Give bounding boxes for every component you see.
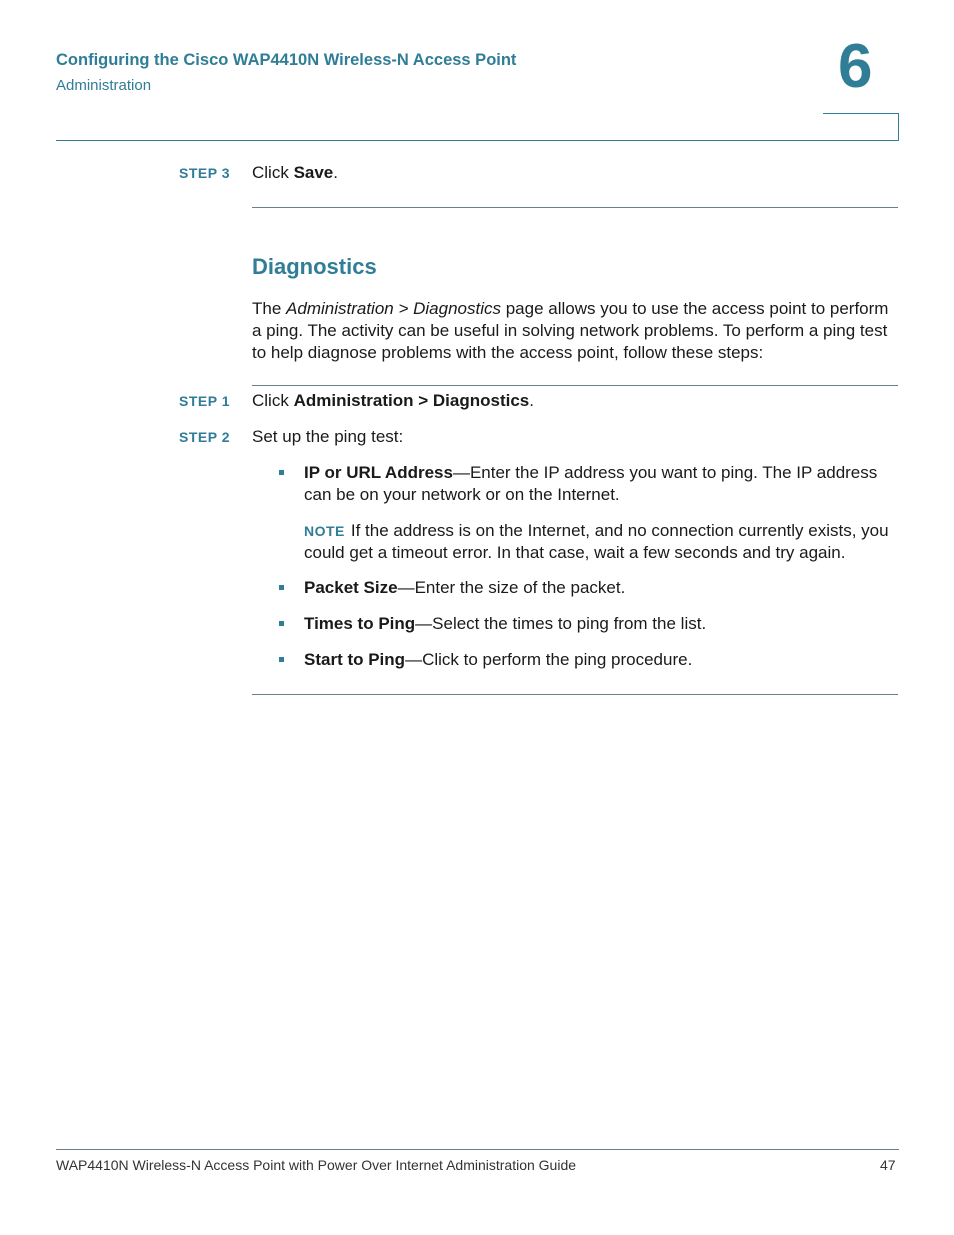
bullet-4-text: —Click to perform the ping procedure. <box>405 650 693 669</box>
chapter-title: Configuring the Cisco WAP4410N Wireless-N Access Point <box>56 51 517 69</box>
section-divider-top <box>252 207 898 208</box>
step-1-suffix: . <box>529 391 534 410</box>
intro-italic: Administration > Diagnostics <box>286 299 501 318</box>
bullet-marker <box>279 585 284 590</box>
step-1-text <box>252 391 534 411</box>
steps-divider-bottom <box>252 694 898 695</box>
intro-prefix: The <box>252 299 287 318</box>
note <box>304 520 904 564</box>
section-heading: Diagnostics <box>252 254 377 279</box>
step-3-suffix: . <box>333 163 338 182</box>
bullet-packet-size <box>304 577 904 599</box>
step-3-prefix: Click <box>252 163 294 182</box>
header-divider <box>56 140 899 141</box>
bullet-4-bold: Start to Ping <box>304 650 406 669</box>
bullet-marker <box>279 470 284 475</box>
step-2-label: STEP 2 <box>179 429 230 445</box>
note-text: If the address is on the Internet, and no connection currently exists, you could get a timeout error. In that case, wait a few seconds and try again. <box>304 521 889 562</box>
page-number: 47 <box>880 1157 896 1173</box>
section-subtitle: Administration <box>56 77 152 94</box>
bullet-3-bold: Times to Ping <box>304 614 416 633</box>
chapter-tab-box <box>823 113 899 141</box>
bullet-start-to-ping <box>304 649 904 671</box>
chapter-number: 6 <box>838 32 873 101</box>
note-label: NOTE <box>304 523 345 539</box>
step-3-bold: Save <box>293 163 334 182</box>
footer-divider <box>56 1149 899 1150</box>
intro-paragraph <box>252 298 902 364</box>
footer-guide-title: WAP4410N Wireless-N Access Point with Power Over Internet Administration Guide <box>56 1157 577 1173</box>
bullet-2-bold: Packet Size <box>304 578 398 597</box>
step-1-bold: Administration > Diagnostics <box>293 391 530 410</box>
bullet-marker <box>279 657 284 662</box>
step-3-label: STEP 3 <box>179 165 230 181</box>
bullet-marker <box>279 621 284 626</box>
steps-divider-top <box>252 385 898 386</box>
bullet-1-text: —Enter the IP address you want to ping. The IP address can be on your network or on the Internet. <box>304 463 878 504</box>
intro-rest: page allows you to use the access point to perform a ping. The activity can be useful in solving network problems. To perform a ping test to help diagnose problems with the access point, follow these steps: <box>252 299 889 362</box>
bullet-3-text: —Select the times to ping from the list. <box>415 614 707 633</box>
bullet-ip-url-address <box>304 462 904 506</box>
bullet-1-bold: IP or URL Address <box>304 463 453 482</box>
bullet-2-text: —Enter the size of the packet. <box>397 578 626 597</box>
step-1-prefix: Click <box>252 391 294 410</box>
bullet-times-to-ping <box>304 613 904 635</box>
step-2-text: Set up the ping test: <box>252 427 404 446</box>
step-1-label: STEP 1 <box>179 393 230 409</box>
step-3-text <box>252 163 338 183</box>
